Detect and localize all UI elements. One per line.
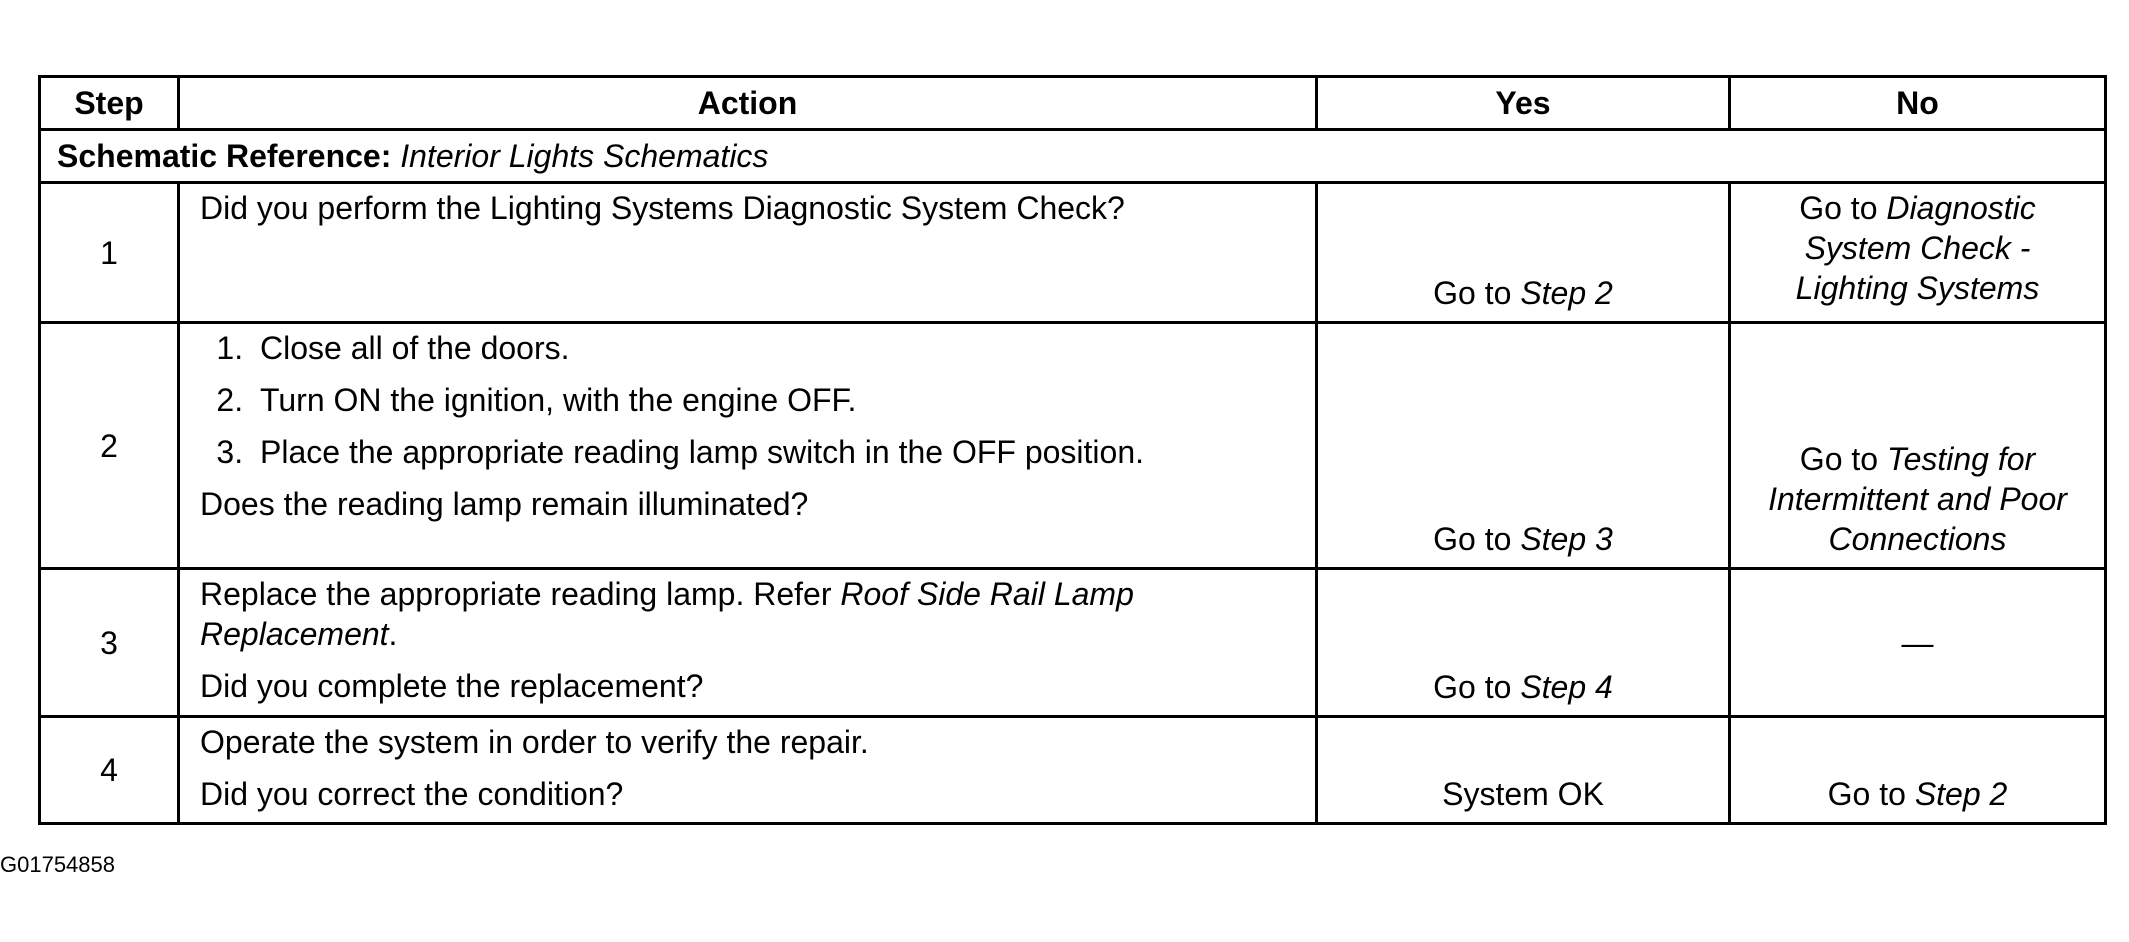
- question-text: Does the reading lamp remain illuminated?: [200, 486, 809, 522]
- header-row: [40, 77, 2106, 130]
- no-step-link[interactable]: Step 2: [1914, 776, 2008, 812]
- header-action: Action: [179, 77, 1317, 130]
- yes-cell: [1317, 717, 1730, 824]
- step-number: 3: [40, 569, 179, 717]
- substep-item: 3. Place the appropriate reading lamp switch in the OFF position.: [252, 432, 1299, 472]
- table-row: [40, 323, 2106, 569]
- header-no: No: [1730, 77, 2106, 130]
- no-cell: [1730, 183, 2106, 323]
- table-row: [40, 569, 2106, 717]
- yes-cell: [1317, 323, 1730, 569]
- header-step: Step: [40, 77, 179, 130]
- yes-step-link[interactable]: Step 2: [1520, 275, 1613, 311]
- figure-id: G01754858: [0, 852, 115, 877]
- no-cell: [1730, 569, 2106, 717]
- table-row: [40, 717, 2106, 824]
- action-cell: [179, 717, 1317, 824]
- no-prefix: Go to: [1799, 190, 1887, 226]
- yes-cell: [1317, 183, 1730, 323]
- schematic-reference-cell: [40, 130, 2106, 183]
- no-link-line-3[interactable]: Connections: [1828, 521, 2007, 557]
- yes-step-link[interactable]: Step 3: [1520, 521, 1613, 557]
- schematic-reference-link[interactable]: Interior Lights Schematics: [400, 138, 769, 174]
- substep-item: 1. Close all of the doors.: [252, 328, 1299, 368]
- action-cell: [179, 183, 1317, 323]
- header-yes: Yes: [1317, 77, 1730, 130]
- action-suffix: .: [388, 616, 398, 652]
- yes-prefix: Go to: [1433, 275, 1521, 311]
- step-number: 4: [40, 717, 179, 824]
- table-row: [40, 183, 2106, 323]
- yes-step-link[interactable]: Step 4: [1520, 669, 1613, 705]
- diagnostic-table: [38, 75, 2107, 825]
- no-cell: [1730, 717, 2106, 824]
- action-cell: [179, 323, 1317, 569]
- no-link-line-1[interactable]: Testing for: [1886, 441, 2036, 477]
- no-link-line-3[interactable]: Lighting Systems: [1795, 270, 2040, 306]
- action-text: Operate the system in order to verify the repair.: [200, 724, 869, 760]
- question-text: Did you complete the replacement?: [200, 668, 704, 704]
- no-prefix: Go to: [1827, 776, 1915, 812]
- yes-prefix: Go to: [1433, 521, 1521, 557]
- action-text: Did you perform the Lighting Systems Diagnostic System Check?: [200, 190, 1125, 226]
- no-prefix: Go to: [1799, 441, 1887, 477]
- yes-cell: [1317, 569, 1730, 717]
- yes-prefix: Go to: [1433, 669, 1521, 705]
- no-dash: —: [1901, 624, 1934, 661]
- no-link-line-1[interactable]: Diagnostic: [1886, 190, 2036, 226]
- no-cell: [1730, 323, 2106, 569]
- schematic-reference-label: Schematic Reference:: [57, 138, 392, 174]
- step-number: 2: [40, 323, 179, 569]
- step-number: 1: [40, 183, 179, 323]
- substep-list: [200, 328, 1299, 472]
- substep-item: 2. Turn ON the ignition, with the engine OFF.: [252, 380, 1299, 420]
- question-text: Did you correct the condition?: [200, 776, 624, 812]
- schematic-reference-row: [40, 130, 2106, 183]
- no-link-line-2[interactable]: Intermittent and Poor: [1768, 481, 2067, 517]
- action-cell: [179, 569, 1317, 717]
- no-link-line-2[interactable]: System Check -: [1804, 230, 2031, 266]
- roof-side-rail-lamp-link[interactable]: Roof Side Rail Lamp Replacement: [200, 576, 1134, 652]
- yes-text: System OK: [1442, 776, 1604, 812]
- action-text: Replace the appropriate reading lamp. Refer: [200, 576, 841, 612]
